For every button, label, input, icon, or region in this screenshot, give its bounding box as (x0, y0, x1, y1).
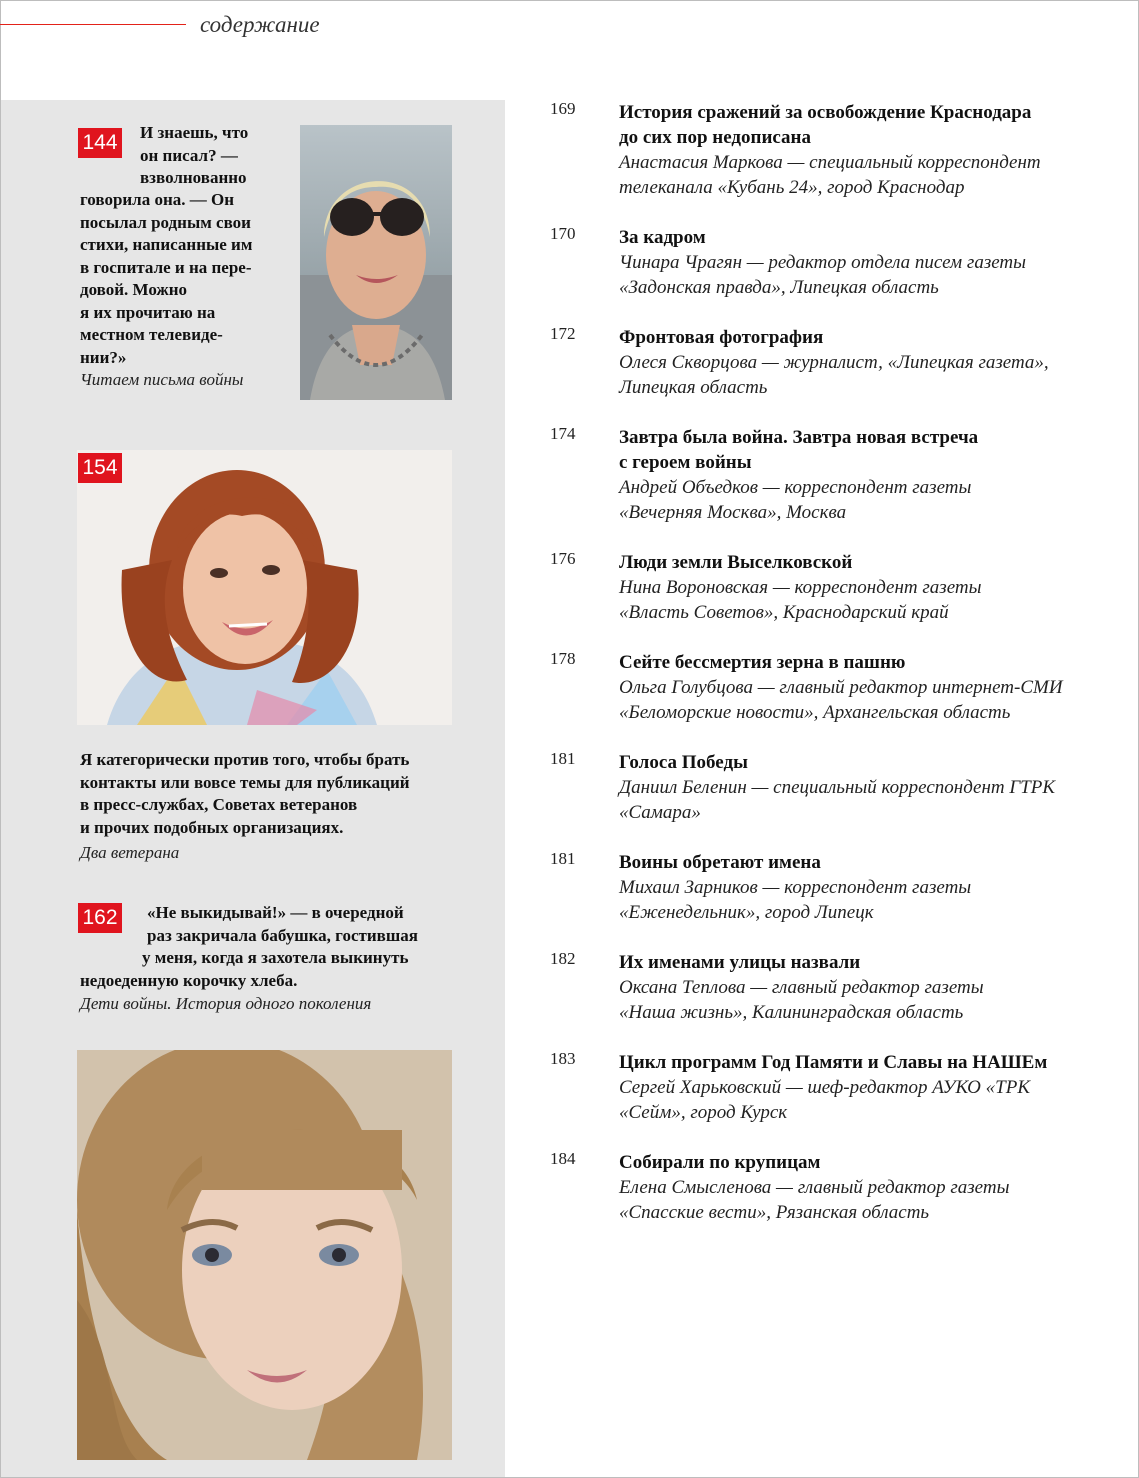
toc-author: «Беломорские новости», Архангельская область (619, 702, 1011, 723)
toc-author: Даниил Беленин — специальный корреспондент ГТРК (619, 777, 1055, 798)
toc-author: Олеся Скворцова — журналист, «Липецкая газета», (619, 352, 1049, 373)
quote-line: нии?» (80, 347, 127, 367)
quote-line: «Не выкидывай!» — в очередной (147, 903, 404, 922)
teaser-quote-162-cont (80, 947, 450, 992)
toc-entry-text (619, 1050, 1134, 1125)
toc-title[interactable]: до сих пор недописана (619, 127, 812, 148)
toc-page-number: 181 (550, 749, 576, 768)
toc-author: Ольга Голубцова — главный редактор интернет-СМИ (619, 677, 1063, 698)
author-photo-144 (300, 125, 452, 400)
toc-page-number: 182 (550, 949, 576, 968)
toc-page-number: 183 (550, 1049, 576, 1068)
teaser-title-two-veterans[interactable]: Два ветерана (80, 843, 180, 862)
quote-line: местном телевиде- (80, 325, 223, 344)
page-badge-144[interactable]: 144 (78, 128, 122, 158)
author-photo-162 (77, 1050, 452, 1460)
toc-entry-text (619, 425, 1134, 525)
toc-page-number: 178 (550, 649, 576, 668)
quote-line: говорила она. — Он (80, 190, 235, 209)
toc-title[interactable]: За кадром (619, 227, 706, 248)
toc-author: Сергей Харьковский — шеф-редактор АУКО «ТРК (619, 1077, 1030, 1098)
toc-title[interactable]: Воины обретают имена (619, 852, 821, 873)
quote-line: Я категорически против того, чтобы брать (80, 750, 410, 769)
toc-page-number: 184 (550, 1149, 576, 1168)
toc-page-number: 169 (550, 99, 576, 118)
teaser-quote-144-cont (80, 189, 252, 369)
toc-entry-text (619, 225, 1134, 300)
quote-line: И знаешь, что (140, 123, 249, 142)
toc-title[interactable]: История сражений за освобождение Краснодара (619, 102, 1032, 123)
toc-entry-text (619, 950, 1134, 1025)
quote-line: и прочих подобных организациях. (80, 817, 344, 837)
toc-title[interactable]: Цикл программ Год Памяти и Славы на НАШЕм (619, 1052, 1048, 1073)
quote-line: у меня, когда я захотела выкинуть (142, 948, 409, 967)
toc-page-number: 172 (550, 324, 576, 343)
toc-title[interactable]: Их именами улицы назвали (619, 952, 861, 973)
toc-author: Анастасия Маркова — специальный корреспондент (619, 152, 1041, 173)
teaser-quote-162 (147, 902, 418, 947)
teaser-quote-two-veterans (80, 749, 410, 839)
toc-title[interactable]: Сейте бессмертия зерна в пашню (619, 652, 906, 673)
toc-author: «Наша жизнь», Калининградская область (619, 1002, 964, 1023)
toc-author: «Вечерняя Москва», Москва (619, 502, 847, 523)
toc-entry-text (619, 550, 1134, 625)
toc-title[interactable]: Завтра была война. Завтра новая встреча (619, 427, 979, 448)
toc-entry-text (619, 850, 1134, 925)
toc-page-number: 176 (550, 549, 576, 568)
quote-line: недоеденную корочку хлеба. (80, 970, 298, 990)
toc-author: «Спасские вести», Рязанская область (619, 1202, 930, 1223)
toc-author: «Самара» (619, 802, 701, 823)
toc-author: «Еженедельник», город Липецк (619, 902, 874, 923)
toc-author: Липецкая область (619, 377, 768, 398)
toc-author: телеканала «Кубань 24», город Краснодар (619, 177, 965, 198)
toc-author: Михаил Зарников — корреспондент газеты (619, 877, 972, 898)
toc-author: Елена Смысленова — главный редактор газеты (619, 1177, 1010, 1198)
quote-line: в пресс-службах, Советах ветеранов (80, 795, 358, 814)
quote-line: довой. Можно (80, 280, 188, 299)
toc-author: Оксана Теплова — главный редактор газеты (619, 977, 984, 998)
toc-title[interactable]: Собирали по крупицам (619, 1152, 821, 1173)
teaser-quote-144 (140, 122, 248, 190)
toc-entry-text (619, 750, 1134, 825)
toc-page-number: 181 (550, 849, 576, 868)
page-badge-162[interactable]: 162 (78, 903, 122, 933)
quote-line: раз закричала бабушка, гостившая (147, 925, 418, 945)
quote-line: посылал родным свои (80, 212, 251, 232)
quote-line: стихи, написанные им (80, 235, 253, 254)
toc-author: Андрей Объедков — корреспондент газеты (619, 477, 972, 498)
quote-line: контакты или вовсе темы для публикаций (80, 772, 410, 792)
quote-line: я их прочитаю на (80, 302, 216, 322)
teaser-title-144[interactable]: Читаем письма войны (80, 370, 244, 389)
quote-line: в госпитале и на пере- (80, 257, 252, 277)
page-badge-154[interactable]: 154 (78, 453, 122, 483)
toc-title[interactable]: с героем войны (619, 452, 752, 473)
toc-author: «Сейм», город Курск (619, 1102, 788, 1123)
header-rule (0, 24, 186, 25)
toc-entry-text (619, 650, 1134, 725)
toc-author: Нина Вороновская — корреспондент газеты (619, 577, 982, 598)
quote-line: он писал? — (140, 145, 238, 165)
toc-entry-text (619, 100, 1134, 200)
toc-page-number: 170 (550, 224, 576, 243)
toc-title[interactable]: Голоса Победы (619, 752, 748, 773)
quote-line: взволнованно (140, 168, 247, 187)
page-title: содержание (200, 12, 320, 37)
teaser-title-162[interactable]: Дети войны. История одного поколения (80, 994, 372, 1013)
toc-entry-text (619, 325, 1134, 400)
toc-page-number: 174 (550, 424, 576, 443)
author-photo-154 (77, 450, 452, 725)
toc-title[interactable]: Фронтовая фотография (619, 327, 824, 348)
toc-author: Чинара Чрагян — редактор отдела писем газеты (619, 252, 1027, 273)
toc-author: «Задонская правда», Липецкая область (619, 277, 939, 298)
toc-author: «Власть Советов», Краснодарский край (619, 602, 949, 623)
toc-entry-text (619, 1150, 1134, 1225)
toc-title[interactable]: Люди земли Выселковской (619, 552, 853, 573)
